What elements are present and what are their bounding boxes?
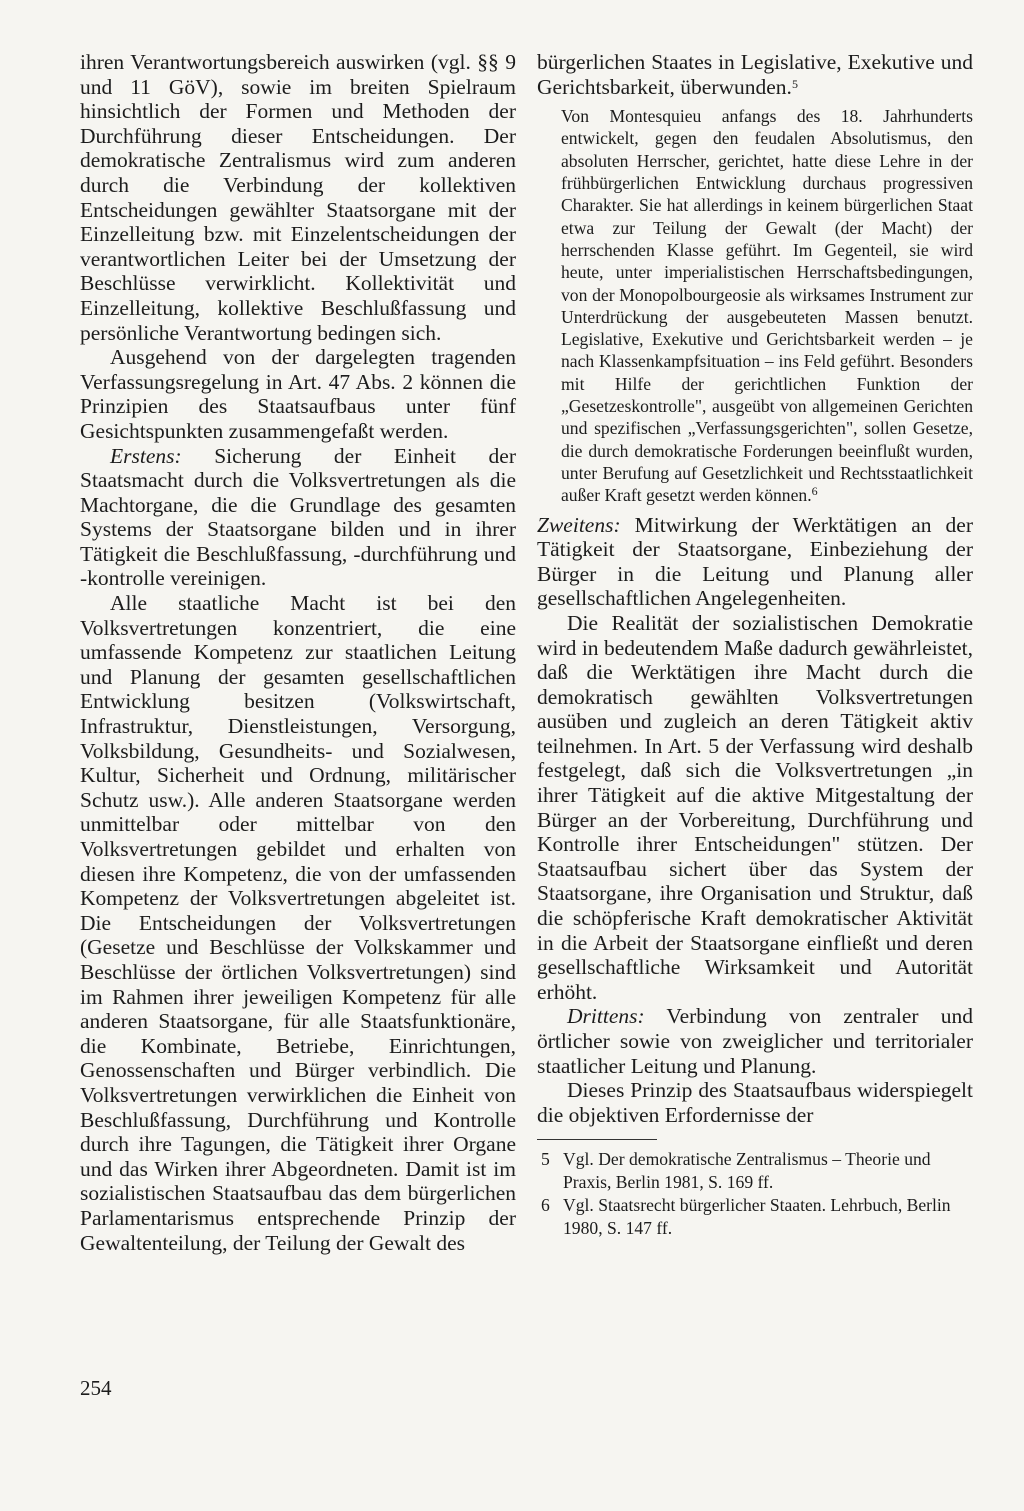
paragraph: Die Realität der sozialistischen Demokratie wird in bedeutendem Maße dadurch gewährleistet, daß die Werktätigen ihre Macht durch die demokratisch gewählten Volksvertretungen ausüben und zugleich an deren Tätigkeit aktiv teilnehmen. In Art. 5 der Verfassung wird deshalb festgelegt, daß sich die Volksvertretungen „in ihrer Tätigkeit auf die aktive Mitgestaltung der Bürger an der Vorbereitung, Durchführung und Kontrolle ihrer Entscheidungen" stützen. Der Staatsaufbau sichert über das System der Staatsorgane, ihre Organisation und Struktur, daß die schöpferische Kraft demokratischer Aktivität in die Arbeit der Staatsorgane einfließt und deren gesellschaftliche Wirksamkeit und Autorität erhöht.	[537, 610, 973, 1004]
small-print-text: Von Montesquieu anfangs des 18. Jahrhunderts entwickelt, gegen den feudalen Absolutismus, den absoluten Herrscher, gerichtet, hatte diese Lehre in der frühbürgerlichen Entwicklung durchaus progressiven Charakter. Sie hat allerdings in keinem bürgerlichen Staat etwa zur Teilung der Gewalt (der Macht) der herrschenden Klasse geführt. Im Gegenteil, sie wird heute, unter imperialistischen Herrschaftsbedingungen, von der Monopolbourgeosie als wirksames Instrument zur Unterdrückung der ausgebeuteten Massen benutzt. Legislative, Exekutive und Gerichtsbarkeit werden – je nach Klassenkampfsituation – ins Feld geführt. Besonders mit Hilfe der gerichtlichen Funktion der „Gesetzeskontrolle", ausgeübt von allgemeinen Gerichten und spezifischen „Verfassungsgerichten", sollen Gesetze, die durch demokratische Forderungen beeinflußt wurden, unter Berufung auf Gesetzlichkeit und Rechtsstaatlichkeit außer Kraft gesetzt werden können.	[561, 106, 973, 506]
page-number: 254	[80, 1376, 112, 1400]
paragraph-text: Verbindung von zentraler und örtlicher sowie von zweiglicher und territorialer staatlicher Leitung und Planung.	[537, 1004, 973, 1078]
right-column	[537, 50, 973, 1240]
paragraph-text: Sicherung der Einheit der Staatsmacht durch die Volksvertretungen als die Machtorgane, die die Grundlage des gesamten Systems der Staatsorgane bilden und in ihrer Tätigkeit die Beschlußfassung, -durchführung und -kontrolle vereinigen.	[80, 443, 516, 591]
footnotes	[537, 1148, 973, 1239]
footnote-number: 5	[541, 1149, 550, 1170]
footnote-text: Vgl. Staatsrecht bürgerlicher Staaten. Lehrbuch, Berlin 1980, S. 147 ff.	[563, 1195, 951, 1238]
paragraph-lead: Drittens:	[567, 1004, 645, 1029]
paragraph: Dieses Prinzip des Staatsaufbaus widerspiegelt die objektiven Erfordernisse der	[537, 1078, 973, 1127]
footnote-number: 6	[541, 1195, 550, 1216]
footnote-text: Vgl. Der demokratische Zentralismus – Theorie und Praxis, Berlin 1981, S. 169 ff.	[563, 1149, 931, 1192]
paragraph: Alle staatliche Macht ist bei den Volksvertretungen konzentriert, die eine umfassende Kompetenz zur staatlichen Leitung und Planung der gesamten gesellschaftlichen Entwicklung besitzen (Volkswirtschaft, Infrastruktur, Dienstleistungen, Versorgung, Volksbildung, Gesundheits- und Sozialwesen, Kultur, Sicherheit und Ordnung, militärischer Schutz usw.). Alle anderen Staatsorgane werden unmittelbar oder mittelbar von den Volksvertretungen gebildet und erhalten von diesen ihre Kompetenz, die von der umfassenden Kompetenz der Volksvertretungen abgeleitet ist. Die Entscheidungen der Volksvertretungen (Gesetze und Beschlüsse der Volkskammer und Beschlüsse der örtlichen Volksvertretungen) sind im Rahmen ihrer jeweiligen Kompetenz für alle anderen Staatsorgane, für alle Staatsfunktionäre, die Kombinate, Betriebe, Einrichtungen, Genossenschaften und Bürger verbindlich. Die Volksvertretungen verwirklichen die Einheit von Beschlußfassung, Durchführung und Kontrolle durch ihre Tagungen, die Tätigkeit ihrer Organe und das Wirken ihrer Abgeordneten. Damit ist im sozialistischen Staatsaufbau das dem bürgerlichen Parlamentarismus entsprechende Prinzip der Gewaltenteilung, der Teilung der Gewalt des	[80, 591, 516, 1255]
footnote-ref: 5	[791, 76, 798, 91]
left-column	[80, 50, 516, 1255]
paragraph: ihren Verantwortungsbereich auswirken (vgl. §§ 9 und 11 GöV), sowie im breiten Spielraum hinsichtlich der Formen und Methoden der Durchführung dieser Entscheidungen. Der demokratische Zentralismus wird zum anderen durch die Verbindung der kollektiven Entscheidungen gewählter Staatsorgane mit der Einzelleitung bzw. mit Einzelentscheidungen der verantwortlichen Leiter bei der Umsetzung der Beschlüsse verwirklicht. Kollektivität und Einzelleitung, kollektive Beschlußfassung und persönliche Verantwortung bedingen sich.	[80, 50, 516, 345]
footnote-divider	[537, 1139, 657, 1140]
footnote-ref: 6	[811, 484, 818, 499]
paragraph-text: Mitwirkung der Werktätigen an der Tätigkeit der Staatsorgane, Einbeziehung der Bürger in die Leitung und Planung aller gesellschaftlichen Angelegenheiten.	[537, 512, 973, 611]
paragraph	[537, 50, 973, 99]
paragraph-text: bürgerlichen Staates in Legislative, Exekutive und Gerichtsbarkeit, überwunden.	[537, 50, 973, 99]
paragraph	[80, 444, 516, 592]
paragraph	[537, 513, 973, 611]
footnote	[537, 1148, 973, 1193]
paragraph	[537, 1004, 973, 1078]
footnote	[537, 1194, 973, 1239]
paragraph-lead: Erstens:	[110, 443, 182, 468]
small-print-block	[561, 105, 973, 506]
paragraph: Ausgehend von der dargelegten tragenden Verfassungsregelung in Art. 47 Abs. 2 können die Prinzipien des Staatsaufbaus unter fünf Gesichtspunkten zusammengefaßt werden.	[80, 345, 516, 443]
paragraph-lead: Zweitens:	[537, 512, 621, 537]
